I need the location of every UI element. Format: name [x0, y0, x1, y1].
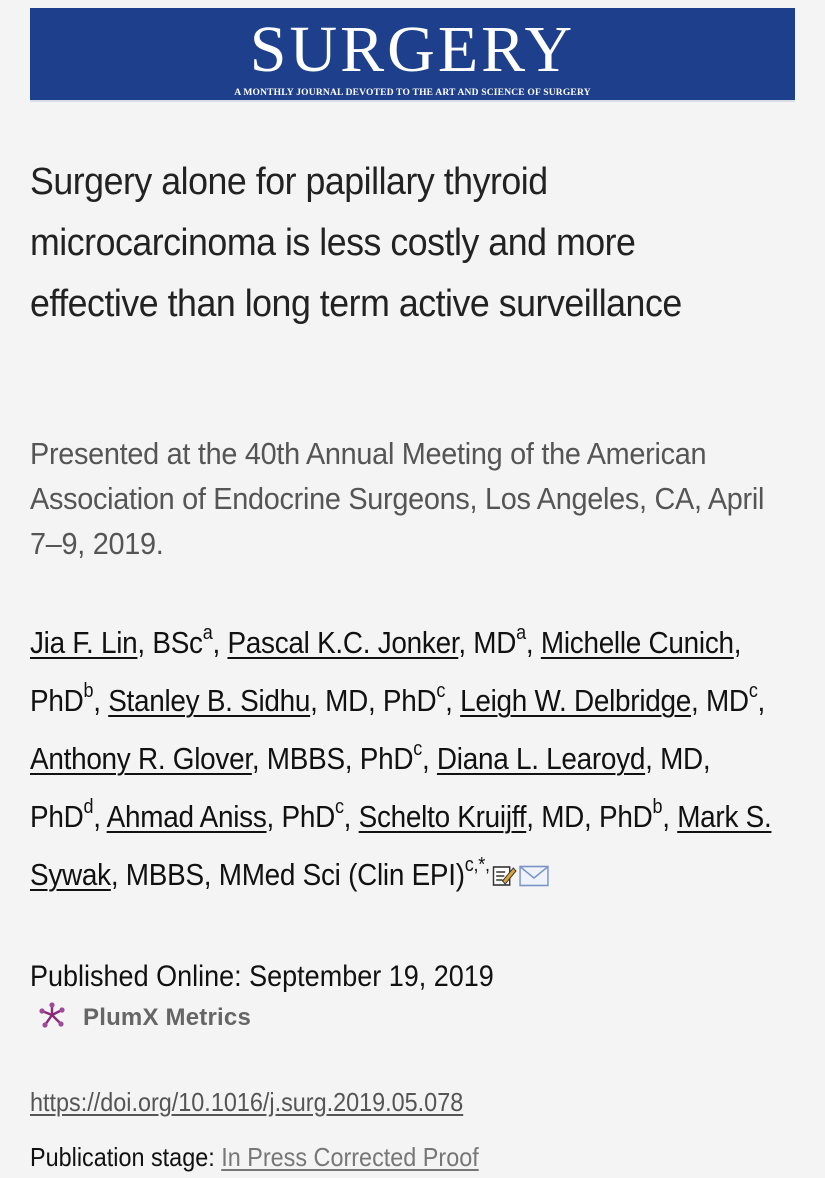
journal-title: SURGERY: [249, 13, 576, 86]
author-link[interactable]: Anthony R. Glover: [30, 741, 252, 776]
published-date: Published Online: September 19, 2019: [30, 960, 494, 993]
author-link[interactable]: Ahmad Aniss: [106, 799, 267, 834]
stage-label: Publication stage:: [30, 1142, 222, 1172]
article-title: Surgery alone for papillary thyroid microcarcinoma is less costly and more effective than long term active surveillance: [30, 161, 682, 325]
author-link[interactable]: Pascal K.C. Jonker: [227, 625, 459, 660]
correspondence-edit-icon[interactable]: [492, 848, 517, 906]
doi-link[interactable]: https://doi.org/10.1016/j.surg.2019.05.078: [30, 1087, 464, 1117]
author-link[interactable]: Jia F. Lin: [30, 625, 138, 660]
author-link[interactable]: Schelto Kruijff: [358, 799, 527, 834]
publication-stage: [30, 1139, 660, 1175]
author-link[interactable]: Diana L. Learoyd: [436, 741, 646, 776]
journal-banner[interactable]: [30, 8, 795, 102]
email-icon[interactable]: [519, 848, 550, 906]
plumx-icon: [37, 1002, 67, 1035]
author-link[interactable]: Stanley B. Sidhu: [108, 683, 311, 718]
presented-note: Presented at the 40th Annual Meeting of the American Association of Endocrine Surgeons, Los Angeles, CA, April 7–9, 2019.: [30, 436, 765, 561]
plumx-label: PlumX Metrics: [83, 1004, 251, 1031]
journal-subtitle: A MONTHLY JOURNAL DEVOTED TO THE ART AND SCIENCE OF SURGERY: [234, 88, 591, 98]
stage-value-link[interactable]: In Press Corrected Proof: [221, 1142, 479, 1172]
author-link[interactable]: Leigh W. Delbridge: [460, 683, 691, 718]
author-link[interactable]: Michelle Cunich: [540, 625, 734, 660]
author-link[interactable]: Mark S. Sywak: [30, 799, 772, 892]
plumx-metrics-link[interactable]: [37, 1002, 251, 1034]
author-list: Jia F. Lin, BSc$^a$, Pascal K.C. Jonker, $MD^a$, Michelle Cunich, PhD$^b$, Stanley B. Sidhu, MD, PhD$^c$, Leigh W. Delbridge, $MD^c$, Anthony R. Glover, MBBS, PhD$^c$, Diana L. Learoyd, MD, PhD$^d$, Ahmad Aniss, PhD$^c$, Schelto Kruijff, MD, PhD$^b$, Mark S. Sywak, MBBS, MMed Sci (Clin EPI)$^{c,*,}$: [30, 614, 777, 906]
